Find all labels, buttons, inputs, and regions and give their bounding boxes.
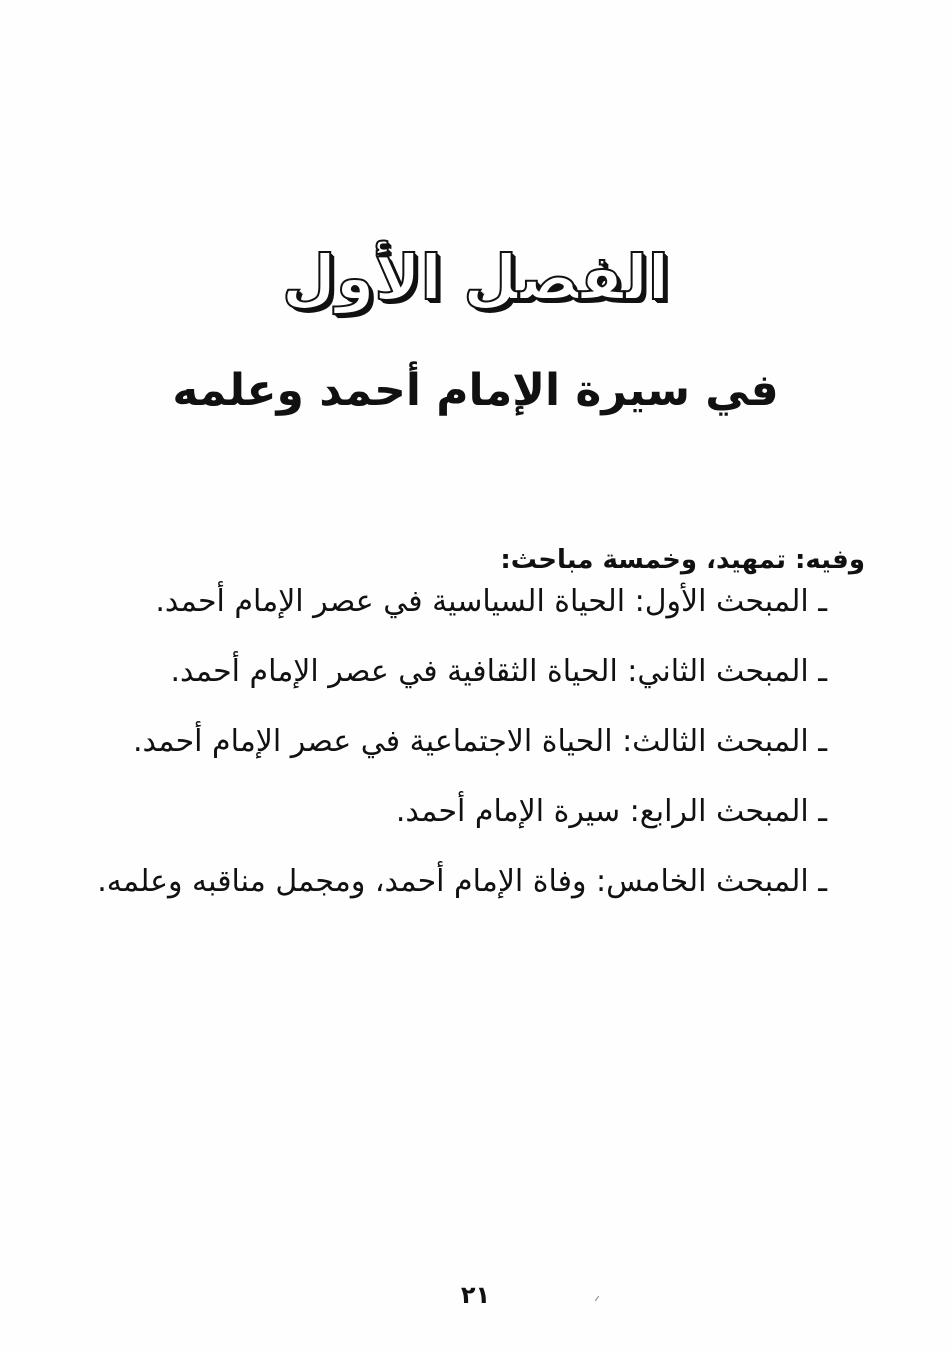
- section-item-2: ـ المبحث الثاني: الحياة الثقافية في عصر الإمام أحمد.: [170, 654, 827, 689]
- page-number: ٢١: [460, 1281, 491, 1309]
- sections-list: [87, 578, 827, 928]
- chapter-subtitle: في سيرة الإمام أحمد وعلمه: [172, 364, 779, 416]
- section-item-1: ـ المبحث الأول: الحياة السياسية في عصر الإمام أحمد.: [155, 584, 827, 619]
- chapter-title: الفصل الأول: [282, 240, 669, 314]
- section-item-4: ـ المبحث الرابع: سيرة الإمام أحمد.: [395, 794, 827, 829]
- chapter-intro: وفيه: تمهيد، وخمسة مباحث:: [500, 545, 865, 575]
- section-item-3: ـ المبحث الثالث: الحياة الاجتماعية في عصر الإمام أحمد.: [132, 724, 827, 759]
- section-item-5: ـ المبحث الخامس: وفاة الإمام أحمد، ومجمل مناقبه وعلمه.: [97, 864, 827, 899]
